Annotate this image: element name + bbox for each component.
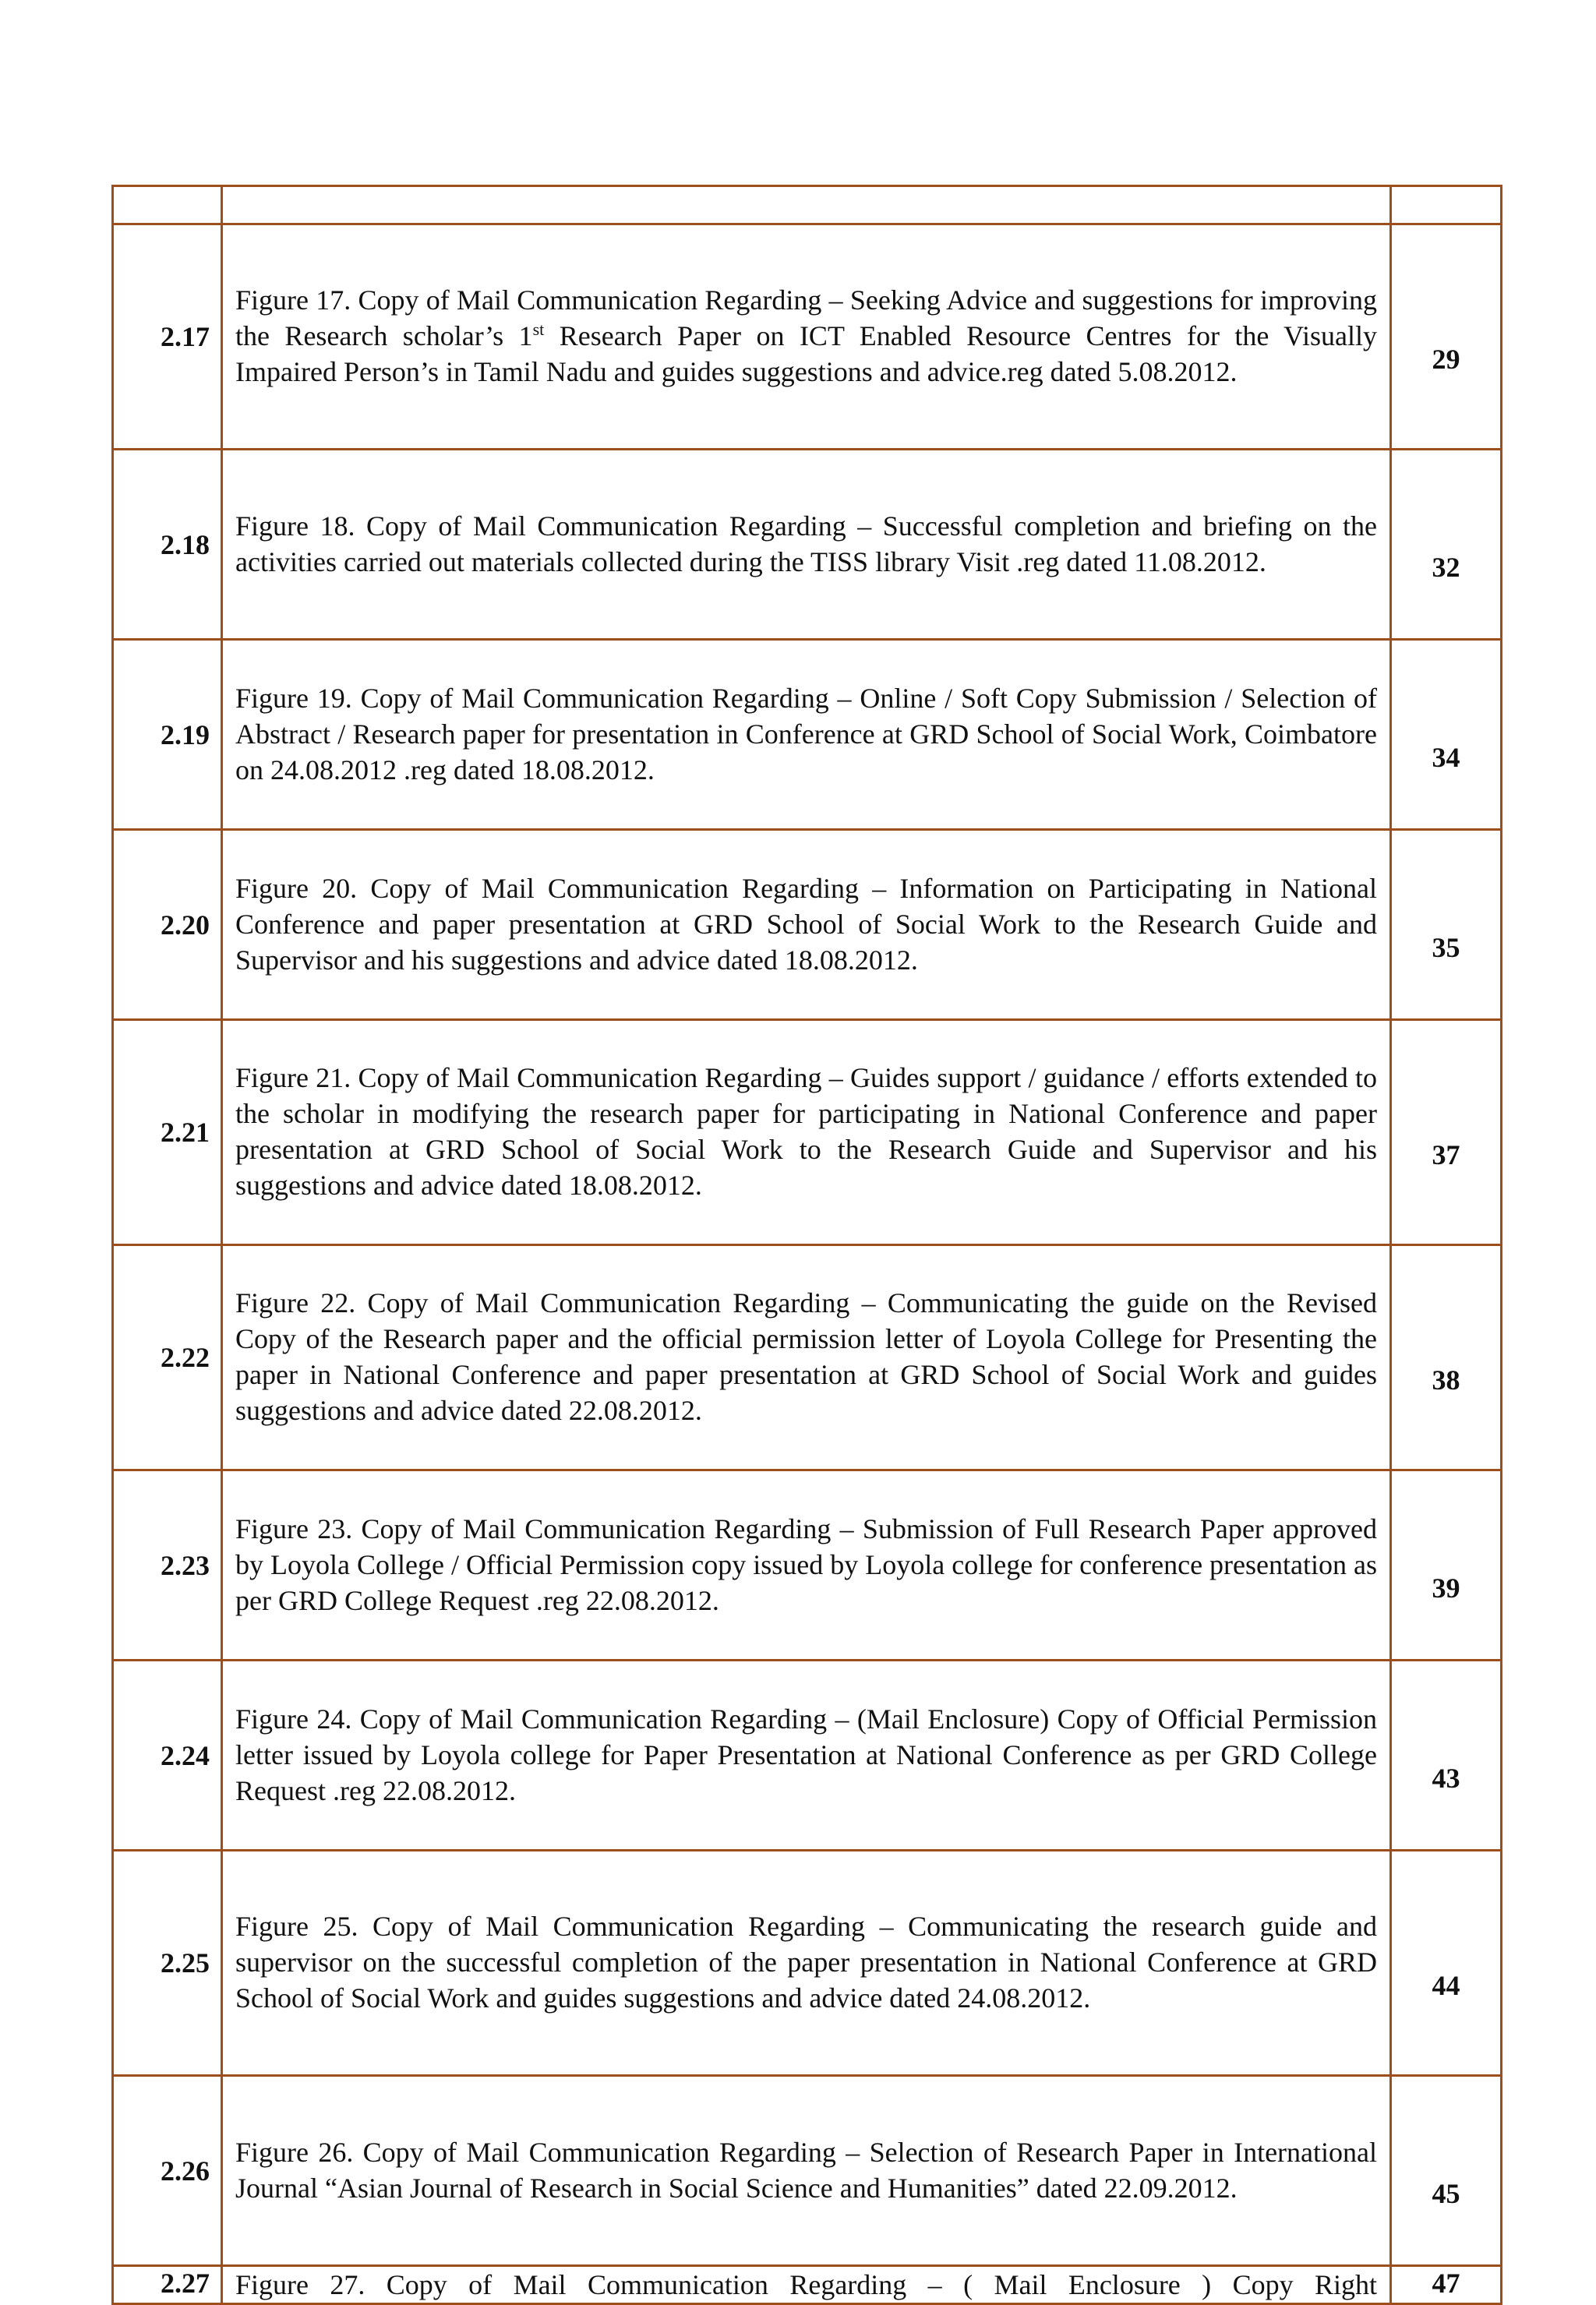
figure-number: 2.24 <box>113 1661 222 1851</box>
figure-list-table <box>111 185 1502 2305</box>
figure-description: Figure 25. Copy of Mail Communication Regarding – Communicating the research guide and supervisor on the successful completion of the paper presentation in National Conference at GRD School of Social Work and guides suggestions and advice dated 24.08.2012. <box>222 1851 1391 2076</box>
figure-number: 2.23 <box>113 1470 222 1661</box>
figure-description: Figure 22. Copy of Mail Communication Regarding – Communicating the guide on the Revised Copy of the Research paper and the official permission letter of Loyola College for Presenting the paper in National Conference and paper presentation at GRD School of Social Work and guides suggestions and advice dated 22.08.2012. <box>222 1245 1391 1470</box>
table-row <box>113 224 1502 450</box>
page-number: 44 <box>1391 1851 1502 2076</box>
figure-description: Figure 18. Copy of Mail Communication Regarding – Successful completion and briefing on the activities carried out materials collected during the TISS library Visit .reg dated 11.08.2012. <box>222 450 1391 640</box>
figure-description: Figure 27. Copy of Mail Communication Regarding – ( Mail Enclosure ) Copy Right <box>222 2266 1391 2304</box>
figure-number: 2.21 <box>113 1020 222 1245</box>
table-row-blank <box>113 186 1502 224</box>
table-row <box>113 830 1502 1020</box>
figure-description: Figure 19. Copy of Mail Communication Regarding – Online / Soft Copy Submission / Selection of Abstract / Research paper for presentation in Conference at GRD School of Social Work, Coimbatore on 24.08.2012 .reg dated 18.08.2012. <box>222 640 1391 830</box>
figure-description: Figure 24. Copy of Mail Communication Regarding – (Mail Enclosure) Copy of Official Permission letter issued by Loyola college for Paper Presentation at National Conference as per GRD College Request .reg 22.08.2012. <box>222 1661 1391 1851</box>
figure-description: Figure 20. Copy of Mail Communication Regarding – Information on Participating in National Conference and paper presentation at GRD School of Social Work to the Research Guide and Supervisor and his suggestions and advice dated 18.08.2012. <box>222 830 1391 1020</box>
page-number: 35 <box>1391 830 1502 1020</box>
figure-description: Figure 17. Copy of Mail Communication Regarding – Seeking Advice and suggestions for improving the Research scholar’s 1st Research Paper on ICT Enabled Resource Centres for the Visually Impaired Person’s in Tamil Nadu and guides suggestions and advice.reg dated 5.08.2012. <box>222 224 1391 450</box>
figure-description: Figure 21. Copy of Mail Communication Regarding – Guides support / guidance / efforts extended to the scholar in modifying the research paper for participating in National Conference and paper presentation at GRD School of Social Work to the Research Guide and Supervisor and his suggestions and advice dated 18.08.2012. <box>222 1020 1391 1245</box>
page-number: 45 <box>1391 2076 1502 2266</box>
page-number: 39 <box>1391 1470 1502 1661</box>
figure-number: 2.25 <box>113 1851 222 2076</box>
page-number: 32 <box>1391 450 1502 640</box>
table-cell-empty <box>113 186 222 224</box>
table-row <box>113 1245 1502 1470</box>
figure-number: 2.27 <box>113 2266 222 2304</box>
table-row <box>113 1851 1502 2076</box>
figure-number: 2.26 <box>113 2076 222 2266</box>
figure-description: Figure 26. Copy of Mail Communication Regarding – Selection of Research Paper in International Journal “Asian Journal of Research in Social Science and Humanities” dated 22.09.2012. <box>222 2076 1391 2266</box>
table-row <box>113 1020 1502 1245</box>
figure-number: 2.18 <box>113 450 222 640</box>
page-number: 43 <box>1391 1661 1502 1851</box>
table-row <box>113 1661 1502 1851</box>
page-number: 47 <box>1391 2266 1502 2304</box>
table-cell-empty <box>222 186 1391 224</box>
page-number: 37 <box>1391 1020 1502 1245</box>
superscript: st <box>532 319 545 339</box>
page-number: 34 <box>1391 640 1502 830</box>
figure-description: Figure 23. Copy of Mail Communication Regarding – Submission of Full Research Paper approved by Loyola College / Official Permission copy issued by Loyola college for conference presentation as per GRD College Request .reg 22.08.2012. <box>222 1470 1391 1661</box>
table-row <box>113 640 1502 830</box>
table-row <box>113 2266 1502 2304</box>
figure-number: 2.20 <box>113 830 222 1020</box>
page-number: 29 <box>1391 224 1502 450</box>
figure-number: 2.22 <box>113 1245 222 1470</box>
table-row <box>113 1470 1502 1661</box>
figure-number: 2.19 <box>113 640 222 830</box>
table-row <box>113 2076 1502 2266</box>
table-row <box>113 450 1502 640</box>
page-number: 38 <box>1391 1245 1502 1470</box>
table-cell-empty <box>1391 186 1502 224</box>
figure-number: 2.17 <box>113 224 222 450</box>
